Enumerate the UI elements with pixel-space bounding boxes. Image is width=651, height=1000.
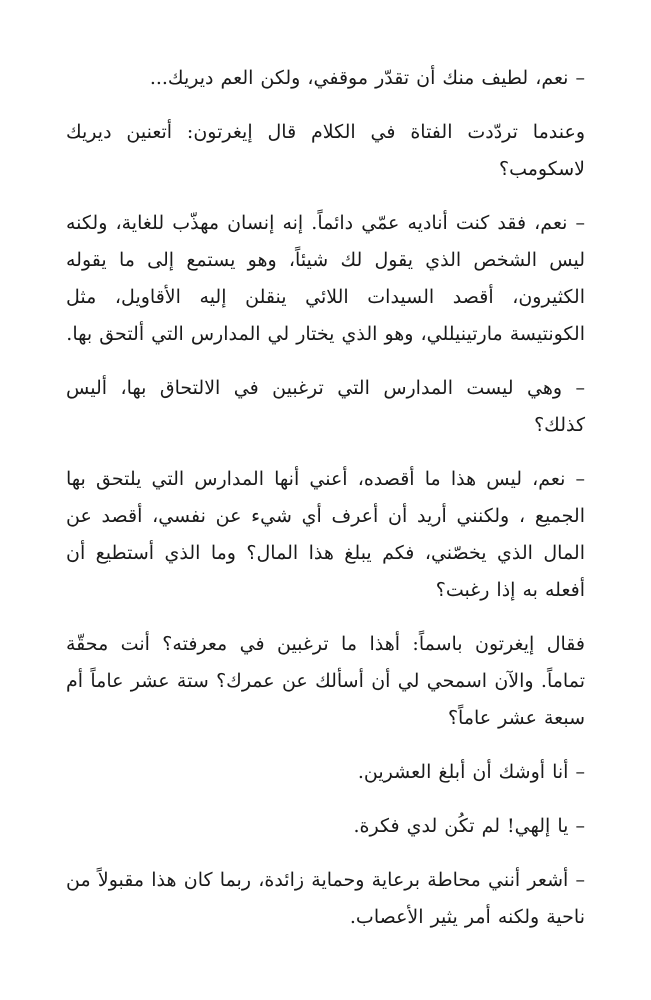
- paragraph-narration-1: وعندما تردّدت الفتاة في الكلام قال إيغرتون: أتعنين ديريك لاسكومب؟: [66, 121, 585, 180]
- paragraph-dialogue-3: – وهي ليست المدارس التي ترغبين في الالتحاق بها، أليس كذلك؟: [66, 377, 585, 436]
- paragraph-dialogue-6: – يا إلهي! لم تكُن لدي فكرة.: [353, 815, 585, 837]
- paragraph-dialogue-4: – نعم، ليس هذا ما أقصده، أعني أنها المدارس التي يلتحق بها الجميع ، ولكنني أريد أن أعرف أي شيء عن نفسي، أقصد عن المال الذي يخصّني، فكم يبلغ هذا المال؟ وما الذي أستطيع أن أفعله به إذا رغبت؟: [66, 468, 585, 601]
- paragraph-dialogue-1: – نعم، لطيف منك أن تقدّر موقفي، ولكن العم ديريك...: [149, 67, 585, 89]
- paragraph-dialogue-7: – أشعر أنني محاطة برعاية وحماية زائدة، ربما كان هذا مقبولاً من ناحية ولكنه أمر يثير الأعصاب.: [66, 869, 585, 928]
- paragraph-dialogue-5: – أنا أوشك أن أبلغ العشرين.: [357, 761, 585, 783]
- paragraph-dialogue-2: – نعم، فقد كنت أناديه عمّي دائماً. إنه إنسان مهذّب للغاية، ولكنه ليس الشخص الذي يقول لك شيئاً، وهو يستمع إلى ما يقوله الكثيرون، أقصد السيدات اللائي ينقلن إليه الأقاويل، مثل الكونتيسة مارتينيللي، وهو الذي يختار لي المدارس التي ألتحق بها.: [66, 212, 585, 345]
- paragraph-narration-2: فقال إيغرتون باسماً: أهذا ما ترغبين في معرفته؟ أنت محقّة تماماً. والآن اسمحي لي أن أسألك عن عمرك؟ ستة عشر عاماً أم سبعة عشر عاماً؟: [66, 633, 585, 729]
